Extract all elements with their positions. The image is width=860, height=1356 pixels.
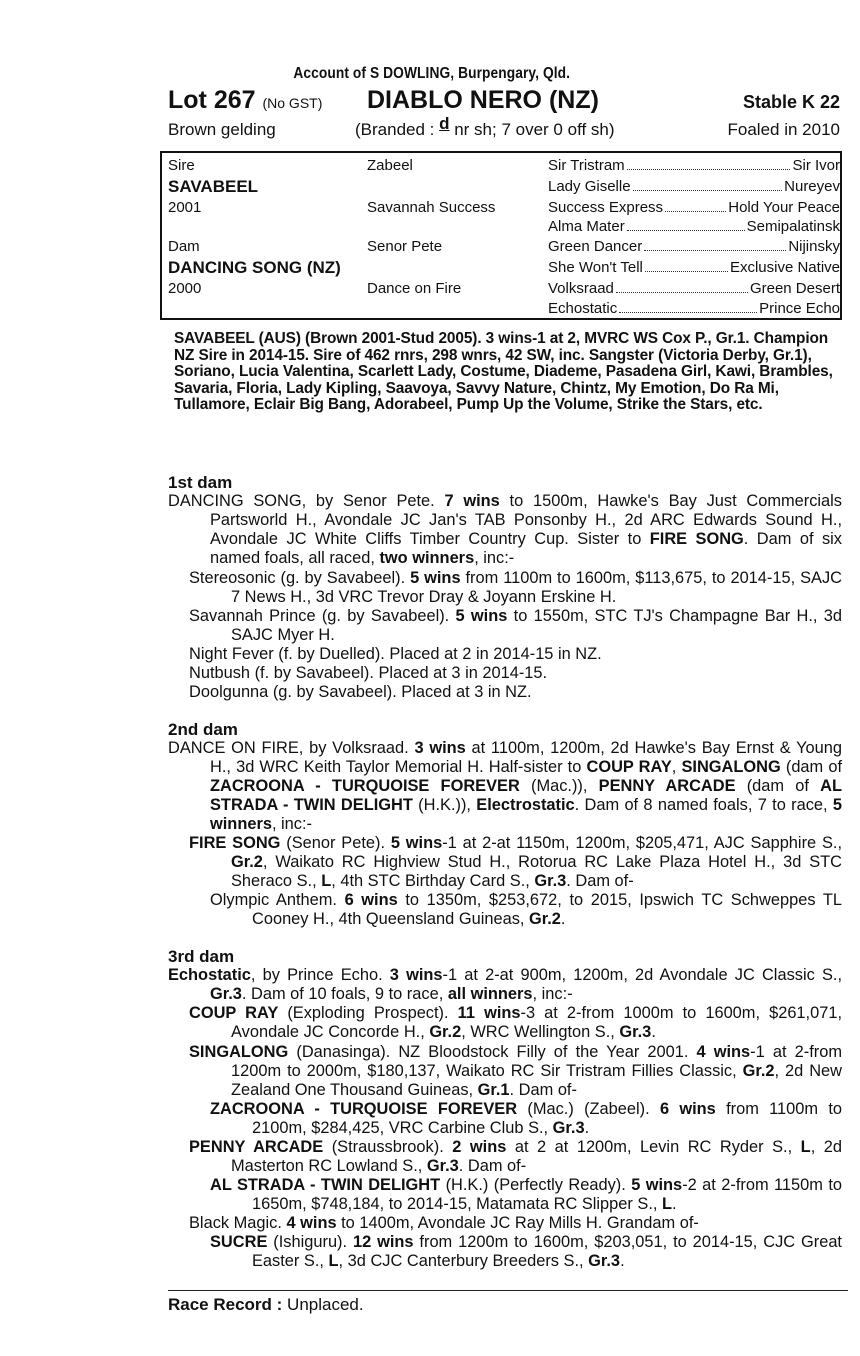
grandparent-row	[548, 218, 840, 235]
brand-mark: d	[439, 114, 450, 133]
dam-label: Dam	[168, 238, 200, 255]
grandparent-row	[548, 178, 840, 195]
second-dam-heading: 2nd dam	[168, 720, 238, 739]
grandparent-left: Echostatic	[548, 300, 618, 317]
grandparent-right: Sir Ivor	[792, 157, 840, 174]
grandparent-right: Nijinsky	[788, 238, 840, 255]
brand-prefix: (Branded :	[355, 120, 440, 139]
race-record-label: Race Record :	[168, 1295, 288, 1314]
grandparent-left: Alma Mater	[548, 218, 625, 235]
third-dam-paragraph: Echostatic, by Prince Echo. 3 wins-1 at 2-at 900m, 1200m, 2d Avondale JC Classic S., Gr.3. Dam of 10 foals, 9 to race, all winners, inc:-	[168, 966, 842, 1003]
grandparent-row	[548, 238, 840, 255]
race-record	[168, 1295, 364, 1315]
grandparent-right: Exclusive Native	[729, 259, 840, 276]
progeny-entry: Savannah Prince (g. by Savabeel). 5 wins to 1550m, STC TJ's Champagne Bar H., 3d SAJC Myer H.	[189, 607, 842, 644]
first-dam-paragraph: DANCING SONG, by Senor Pete. 7 wins to 1500m, Hawke's Bay Just Commercials Partsworld H., Avondale JC Jan's TAB Ponsonby H., 2d ARC Edwards Sound H., Avondale JC White Cliffs Timber Country Cup. Sister to FIRE SONG. Dam of six named foals, all raced, two winners, inc:-	[168, 492, 842, 567]
sire-summary: SAVABEEL (AUS) (Brown 2001-Stud 2005). 3 wins-1 at 2, MVRC WS Cox P., Gr.1. Champion NZ Sire in 2014-15. Sire of 462 rnrs, 298 wnrs, 42 SW, inc. Sangster (Victoria Derby, Gr.1), Soriano, Lucia Valentina, Scarlett Lady, Costume, Diademe, Pasadena Girl, Kawi, Brambles, Savaria, Floria, Lady Kipling, Saavoya, Savvy Nature, Chintz, My Emotion, Do Ra Mi, Tullamore, Eclair Big Bang, Adorabeel, Pump Up the Volume, Strike the Stars, etc.	[174, 330, 833, 414]
horse-description: Brown gelding	[168, 120, 276, 139]
progeny-entry: Night Fever (f. by Duelled). Placed at 2 in 2014-15 in NZ.	[189, 645, 602, 663]
progeny-entry: COUP RAY (Exploding Prospect). 11 wins-3 at 2-from 1000m to 1600m, $261,071, Avondale JC Concorde H., Gr.2, WRC Wellington S., Gr.3.	[189, 1004, 843, 1041]
sire-year: 2001	[168, 199, 202, 216]
progeny-entry: PENNY ARCADE (Straussbrook). 2 wins at 2 at 1200m, Levin RC Ryder S., L, 2d Masterton RC Lowland S., Gr.3. Dam of-	[189, 1138, 842, 1175]
divider	[168, 1290, 848, 1291]
grandparent-left: She Won't Tell	[548, 259, 643, 276]
progeny-entry: Black Magic. 4 wins to 1400m, Avondale JC Ray Mills H. Grandam of-	[189, 1214, 699, 1232]
progeny-entry: Olympic Anthem. 6 wins to 1350m, $253,672, to 2015, Ipswich TC Schweppes TL Cooney H., 4th Queensland Guineas, Gr.2.	[210, 891, 842, 928]
grandparent-left: Volksraad	[548, 280, 614, 297]
stable-number: Stable K 22	[742, 92, 840, 112]
grandparent-left: Success Express	[548, 199, 664, 216]
grandparent-left: Green Dancer	[548, 238, 643, 255]
dam-year: 2000	[168, 280, 202, 297]
grandparent-right: Prince Echo	[759, 300, 840, 317]
progeny-entry: Nutbush (f. by Savabeel). Placed at 3 in 2014-15.	[189, 664, 548, 682]
grandparent-row	[548, 300, 840, 317]
grandparent-row	[548, 259, 840, 276]
grandparent-right: Nureyev	[784, 178, 840, 195]
grandparent-row	[548, 199, 840, 216]
grandparent-right: Green Desert	[749, 280, 840, 297]
no-gst-note: (No GST)	[262, 95, 323, 111]
brand-description	[355, 114, 615, 140]
progeny-entry: Stereosonic (g. by Savabeel). 5 wins from 1100m to 1600m, $113,675, to 2014-15, SAJC 7 News H., 3d VRC Trevor Dray & Joyann Erskine H.	[189, 569, 842, 606]
brand-suffix: nr sh; 7 over 0 off sh)	[449, 120, 615, 139]
first-dam-heading: 1st dam	[168, 473, 233, 492]
grandparent-left: Lady Giselle	[548, 178, 631, 195]
third-dam-heading: 3rd dam	[168, 947, 235, 966]
progeny-entry: SUCRE (Ishiguru). 12 wins from 1200m to 1600m, $203,051, to 2014-15, CJC Great Easter S., L, 3d CJC Canterbury Breeders S., Gr.3.	[210, 1233, 842, 1270]
sire-label: Sire	[168, 157, 195, 174]
progeny-entry: FIRE SONG (Senor Pete). 5 wins-1 at 2-at 1150m, 1200m, $205,471, AJC Sapphire S., Gr.2, Waikato RC Highview Stud H., Rotorua RC Lake Plaza Hotel H., 3d STC Sheraco S., L, 4th STC Birthday Card S., Gr.3. Dam of-	[189, 834, 842, 890]
pedigree-table	[160, 151, 842, 320]
dam-name: DANCING SONG (NZ)	[168, 258, 341, 277]
lot-label: Lot 267	[168, 86, 256, 114]
grandparent-left: Sir Tristram	[548, 157, 625, 174]
consignor-line: Account of S DOWLING, Burpengary, Qld.	[293, 65, 571, 82]
lot-number	[168, 86, 322, 115]
race-record-value: Unplaced.	[287, 1295, 364, 1314]
foaled-year: Foaled in 2010	[727, 120, 840, 139]
grandparent-right: Semipalatinsk	[746, 218, 840, 235]
dam-dam: Dance on Fire	[367, 280, 462, 297]
progeny-entry: AL STRADA - TWIN DELIGHT (H.K.) (Perfectly Ready). 5 wins-2 at 2-from 1150m to 1650m, $748,184, to 2014-15, Matamata RC Slipper S., L.	[210, 1176, 843, 1213]
sire-dam: Savannah Success	[367, 199, 496, 216]
grandparent-row	[548, 280, 840, 297]
sire-sire: Zabeel	[367, 157, 413, 174]
progeny-entry: SINGALONG (Danasinga). NZ Bloodstock Filly of the Year 2001. 4 wins-1 at 2-from 1200m to 2000m, $180,137, Waikato RC Sir Tristram Fillies Classic, Gr.2, 2d New Zealand One Thousand Guineas, Gr.1. Dam of-	[189, 1043, 843, 1099]
horse-name: DIABLO NERO (NZ)	[367, 86, 599, 114]
progeny-entry: Doolgunna (g. by Savabeel). Placed at 3 in NZ.	[189, 683, 532, 701]
sire-name: SAVABEEL	[168, 177, 259, 196]
grandparent-right: Hold Your Peace	[728, 199, 840, 216]
second-dam-paragraph: DANCE ON FIRE, by Volksraad. 3 wins at 1100m, 1200m, 2d Hawke's Bay Ernst & Young H., 3d WRC Keith Taylor Memorial H. Half-sister to COUP RAY, SINGALONG (dam of ZACROONA - TURQUOISE FOREVER (Mac.)), PENNY ARCADE (dam of AL STRADA - TWIN DELIGHT (H.K.)), Electrostatic. Dam of 8 named foals, 7 to race, 5 winners, inc:-	[168, 739, 843, 833]
dam-sire: Senor Pete	[367, 238, 443, 255]
progeny-entry: ZACROONA - TURQUOISE FOREVER (Mac.) (Zabeel). 6 wins from 1100m to 2100m, $284,425, VRC Carbine Club S., Gr.3.	[210, 1100, 842, 1137]
grandparent-row	[548, 157, 840, 174]
